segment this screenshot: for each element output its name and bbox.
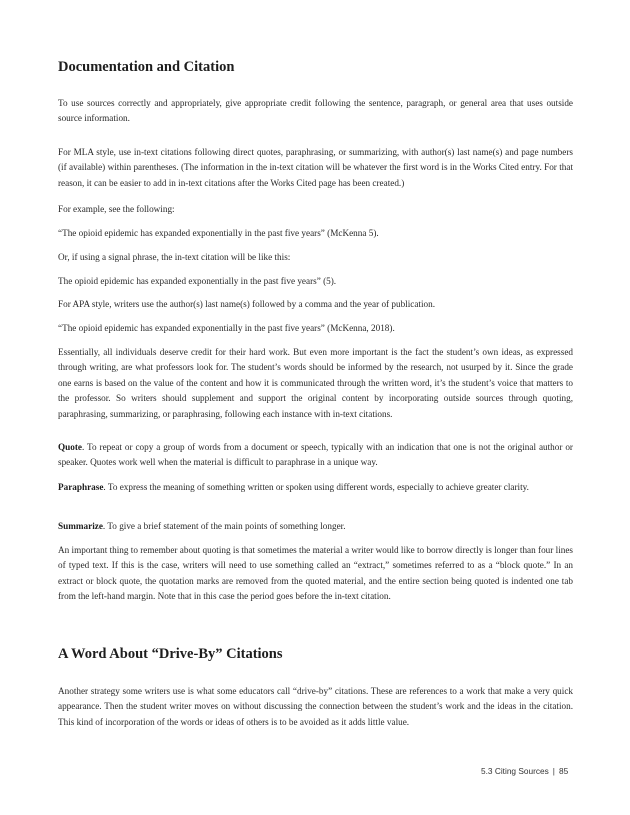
example-mla-citation: “The opioid epidemic has expanded exponentially in the past five years” (McKenna 5).: [58, 228, 379, 238]
paragraph-signal-phrase: Or, if using a signal phrase, the in-text citation will be like this:: [58, 252, 291, 262]
paragraph-example: For example, see the following:: [58, 204, 175, 214]
definition-summarize: [58, 519, 573, 534]
term-quote: Quote: [58, 442, 82, 452]
term-summarize: Summarize: [58, 521, 103, 531]
definition-paraphrase: [58, 480, 573, 495]
paragraph-block-quote: An important thing to remember about quoting is that sometimes the material a writer would like to borrow directly is longer than four lines of typed text. If this is the case, writers will need to use something called an “extract,” sometimes referred to as a “block quote.” In an extract or block quote, the quotation marks are removed from the quoted material, and the entire section being quoted is indented one tab from the left-hand margin. Note that in this case the period goes before the in-text citation.: [58, 545, 573, 602]
paragraph-intro: To use sources correctly and appropriately, give appropriate credit following the sentence, paragraph, or general area that uses outside source information.: [58, 98, 573, 124]
paragraph-drive-by: Another strategy some writers use is what some educators call “drive-by” citations. These are references to a work that make a very quick appearance. Then the student writer moves on without discussing the connection between the student’s work and the ideas in the citation. This kind of incorporation of the words or ideas of others is to be avoided as it adds little value.: [58, 686, 573, 727]
paragraph-apa: For APA style, writers use the author(s) last name(s) followed by a comma and the year of publication.: [58, 299, 436, 309]
example-apa-citation: “The opioid epidemic has expanded exponentially in the past five years” (McKenna, 2018).: [58, 323, 395, 333]
definition-quote-text: . To repeat or copy a group of words from a document or speech, typically with an indication that one is not the original author or speaker. Quotes work well when the material is difficult to paraphrase in a unique way.: [58, 442, 573, 468]
section-heading-drive-by: A Word About “Drive-By” Citations: [58, 646, 283, 662]
example-signal-phrase-citation: The opioid epidemic has expanded exponentially in the past five years” (5).: [58, 276, 337, 286]
term-paraphrase: Paraphrase: [58, 482, 104, 492]
section-heading-documentation: Documentation and Citation: [58, 59, 235, 75]
paragraph-credit: Essentially, all individuals deserve credit for their hard work. But even more important is the fact the student’s own ideas, as expressed through writing, are what professors look for. The student’s words should be informed by the research, not usurped by it. Since the grade one earns is based on the value of the content and how it is communicated through the written word, it’s the student’s voice that matters to the professor. So writers should supplement and support the original content by incorporating outside sources through quoting, paraphrasing, summarizing, or paraphrasing, following each instance with in-text citations.: [58, 347, 573, 419]
definition-summarize-text: . To give a brief statement of the main points of something longer.: [102, 521, 346, 531]
definition-paraphrase-text: . To express the meaning of something written or spoken using different words, especially to achieve greater clarity.: [103, 482, 529, 492]
footer-section-title: 5.3 Citing Sources: [481, 766, 549, 776]
definition-quote: [58, 440, 573, 471]
footer-separator: |: [552, 766, 555, 776]
paragraph-mla: For MLA style, use in-text citations following direct quotes, paraphrasing, or summarizing, with author(s) last name(s) and page numbers (if available) within parentheses. (The information in the in-text citation will be whatever the first word is in the Works Cited entry. For that reason, it can be easier to add in in-text citations after the Works Cited page has been created.): [58, 147, 573, 188]
page-number: 85: [558, 766, 569, 776]
page-footer: [481, 766, 568, 776]
